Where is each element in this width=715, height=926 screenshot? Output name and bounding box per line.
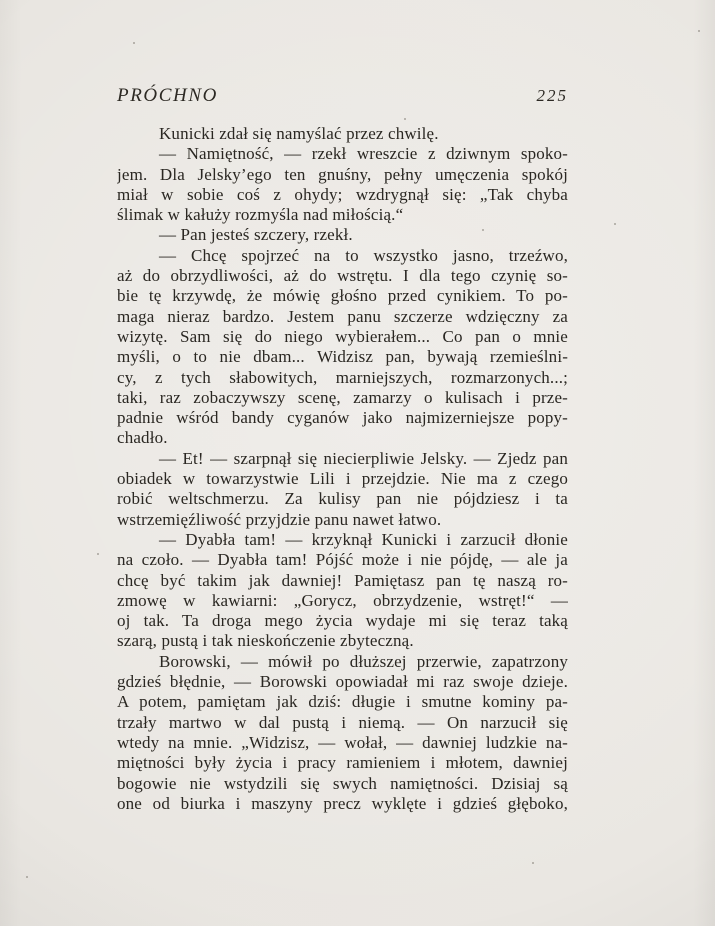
text-line: ślimak w kałuży rozmyśla nad miłością.“	[117, 205, 404, 225]
text-line: trzały martwo w dal pustą i niemą. — On narzucił się	[117, 712, 568, 732]
text-line: robić weltschmerzu. Za kulisy pan nie pójdziesz i ta	[117, 489, 568, 509]
paragraph	[117, 144, 568, 225]
book-title: PRÓCHNO	[117, 85, 218, 106]
text-line: maga nieraz bardzo. Jestem panu szczerze wdzięczny za	[117, 306, 568, 326]
text-block	[117, 124, 568, 814]
text-line: chcę być takim jak dawniej! Pamiętasz pan tę naszą ro-	[117, 570, 568, 590]
text-line: miał w sobie coś z ohydy; wzdrygnął się: „Tak chyba	[117, 184, 568, 204]
scan-speck	[404, 118, 406, 120]
text-line: aż do obrzydliwości, aż do wstrętu. I dla tego czynię so-	[117, 266, 568, 286]
text-line: — Pan jesteś szczery, rzekł.	[159, 225, 353, 245]
paragraph	[117, 124, 568, 144]
text-line: wizytę. Sam się do niego wybierałem... Co pan o mnie	[117, 326, 568, 346]
text-line: — Dyabła tam! — krzyknął Kunicki i zarzucił dłonie	[159, 529, 568, 549]
scan-speck	[698, 30, 700, 32]
text-line: miętności były życia i pracy ramieniem i młotem, dawniej	[117, 753, 568, 773]
scan-speck	[26, 876, 28, 878]
paragraph	[117, 449, 568, 530]
text-line: gdzieś błędnie, — Borowski opowiadał mi raz swoje dzieje.	[117, 672, 568, 692]
text-line: bie tę krzywdę, że mówię głośno przed cynikiem. To po-	[117, 286, 568, 306]
text-line: — Namiętność, — rzekł wreszcie z dziwnym spoko-	[159, 144, 568, 164]
text-line: taki, raz zobaczywszy scenę, zamarzy o kulisach i prze-	[117, 387, 568, 407]
text-line: jem. Dla Jelsky’ego ten gnuśny, pełny umęczenia spokój	[117, 164, 568, 184]
text-line: — Et! — szarpnął się niecierpliwie Jelsky. — Zjedz pan	[159, 448, 568, 468]
text-line: — Chcę spojrzeć na to wszystko jasno, trzeźwo,	[159, 245, 568, 265]
text-line: cy, z tych słabowitych, marniejszych, rozmarzonych...;	[117, 367, 568, 387]
scan-speck	[482, 229, 484, 231]
text-line: chadło.	[117, 428, 168, 448]
running-header	[117, 85, 568, 107]
page-number: 225	[536, 86, 568, 105]
text-line: zmowę w kawiarni: „Gorycz, obrzydzenie, wstręt!“ —	[117, 590, 568, 610]
scan-speck	[614, 223, 616, 225]
scan-speck	[532, 862, 534, 864]
text-line: one od biurka i maszyny precz wyklęte i gdzieś głęboko,	[117, 793, 568, 813]
paragraph	[117, 530, 568, 652]
scan-speck	[97, 553, 99, 555]
text-line: szarą, pustą i tak nieskończenie zbyteczną.	[117, 631, 414, 651]
text-line: Kunicki zdał się namyślać przez chwilę.	[159, 124, 439, 143]
paragraph	[117, 652, 568, 814]
text-line: wtedy na mnie. „Widzisz, — wołał, — dawniej ludzkie na-	[117, 732, 568, 752]
text-line: bogowie nie wstydzili się swych namiętności. Dzisiaj są	[117, 773, 568, 793]
text-line: Borowski, — mówił po dłuższej przerwie, zapatrzony	[159, 651, 568, 671]
text-line: obiadek w towarzystwie Lili i przejdzie. Nie ma z czego	[117, 469, 568, 489]
text-line: na czoło. — Dyabła tam! Pójść może i nie pójdę, — ale ja	[117, 550, 568, 570]
text-line: padnie wśród bandy cyganów jako najmizerniejsze popy-	[117, 408, 568, 428]
text-line: A potem, pamiętam jak dziś: długie i smutne kominy pa-	[117, 692, 568, 712]
paragraph	[117, 225, 568, 245]
text-line: oj tak. Ta droga mego życia wydaje mi się teraz taką	[117, 611, 568, 631]
paragraph	[117, 246, 568, 449]
scan-speck	[133, 42, 135, 44]
text-line: wstrzemięźliwość przyjdzie panu nawet łatwo.	[117, 509, 442, 529]
text-line: myśli, o to nie dbam... Widzisz pan, bywają rzemieślni-	[117, 347, 568, 367]
